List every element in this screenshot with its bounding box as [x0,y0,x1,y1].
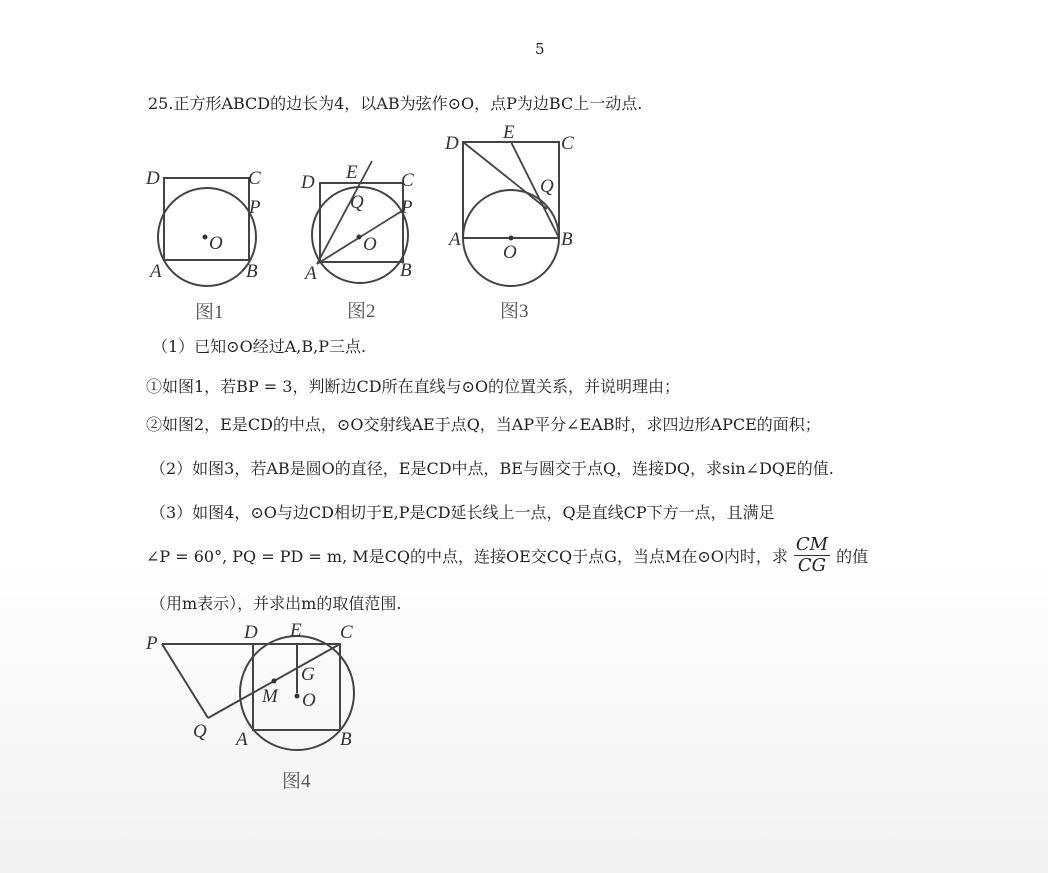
label-g: G [301,664,315,685]
part3-question-line1: （3）如图4，⊙O与边CD相切于E,P是CD延长线上一点，Q是直线CP下方一点，且满足 [150,503,775,522]
figure-caption: 图4 [282,771,311,792]
label-a: A [150,261,162,282]
figure-4 [140,618,380,798]
label-c: C [561,133,574,154]
label-b: B [340,729,352,750]
label-b: B [561,229,573,250]
label-b: B [400,260,412,281]
figure-3 [443,120,588,330]
part3-question-line3: （用m表示），并求出m的取值范围. [150,594,402,613]
page-number: 5 [535,40,545,58]
label-c: C [248,168,261,189]
label-e: E [346,162,358,183]
fraction-cm-over-cg [794,535,830,576]
label-e: E [503,122,515,143]
label-q: Q [540,176,554,197]
part2-question: （2）如图3，若AB是圆O的直径，E是CD中点，BE与圆交于点Q，连接DQ，求sin∠DQE的值. [150,459,834,478]
label-d: D [146,168,160,189]
label-o: O [302,690,316,711]
label-o: O [209,233,223,254]
part3-question-line2 [146,530,868,580]
label-p: P [146,633,158,654]
part1-label: （1）已知⊙O经过A,B,P三点. [152,337,367,356]
label-c: C [340,622,353,643]
part1-question1: ①如图1，若BP = 3，判断边CD所在直线与⊙O的位置关系，并说明理由； [146,377,681,396]
label-d: D [301,172,315,193]
figure-2 [297,155,432,330]
fraction-numerator: CM [795,533,829,555]
figure-1 [140,160,290,330]
center-point [509,236,514,241]
part1-question2: ②如图2，E是CD的中点，⊙O交射线AE于点Q，当AP平分∠EAB时，求四边形APCE的面积； [146,415,821,434]
label-p: P [401,197,413,218]
label-a: A [305,263,317,284]
label-q: Q [193,721,207,742]
label-q: Q [350,192,364,213]
label-c: C [401,170,414,191]
label-e: E [290,620,302,641]
label-o: O [503,242,517,263]
figure-caption: 图2 [347,301,376,322]
square-abcd [164,178,249,260]
figure-caption: 图3 [500,301,529,322]
center-point [295,694,300,699]
figure-caption: 图1 [195,302,224,323]
label-p: P [249,197,261,218]
fraction-denominator: CG [797,554,827,576]
label-m: M [262,686,278,707]
part3-text-before-fraction: ∠P = 60°, PQ = PD = m, M是CQ的中点，连接OE交CQ于点G，当点M在⊙O内时，求 [146,546,788,566]
center-point [357,235,362,240]
center-point [203,235,208,240]
segment-pq [162,644,208,718]
point-m [272,679,277,684]
label-a: A [236,729,248,750]
label-d: D [244,622,258,643]
problem-intro: 25.正方形ABCD的边长为4，以AB为弦作⊙O，点P为边BC上一动点. [148,94,643,113]
part3-text-after-fraction: 的值 [836,546,869,566]
label-o: O [363,234,377,255]
label-d: D [445,133,459,154]
label-a: A [449,229,461,250]
segment-dq [463,142,547,209]
label-b: B [246,261,258,282]
